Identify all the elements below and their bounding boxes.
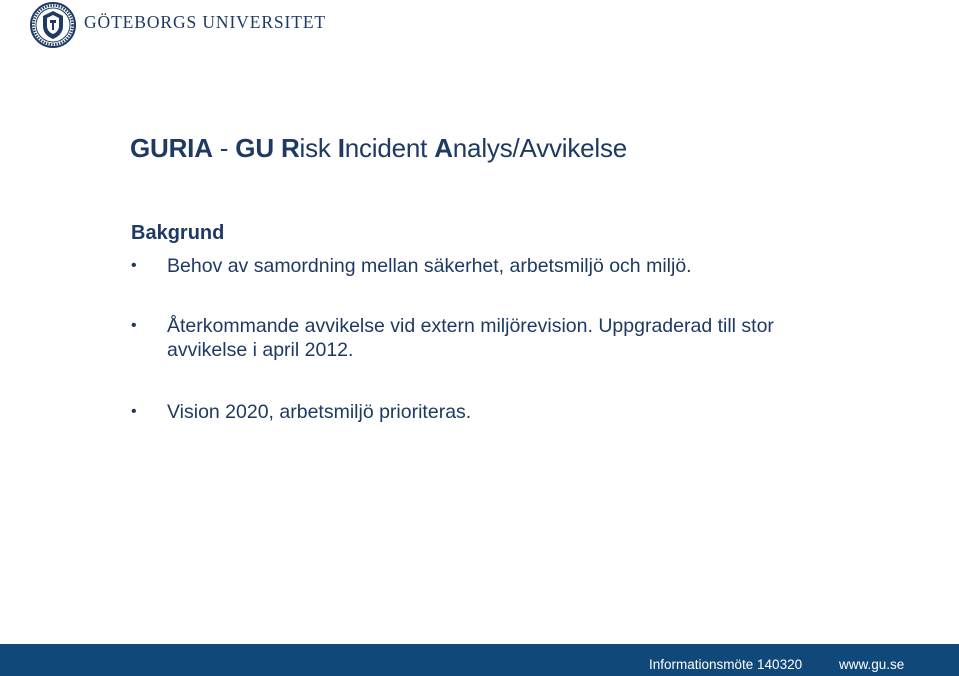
section-heading: Bakgrund [131,222,225,244]
bullet-icon: • [131,403,137,420]
title-part: R [280,133,300,163]
university-seal-icon [30,2,76,48]
university-name: GÖTEBORGS UNIVERSITET [84,11,327,32]
footer-meeting-label: Informationsmöte 140320 [649,657,803,672]
bullet-list [131,252,851,424]
title-part: GURIA [130,133,213,163]
header [30,2,326,48]
bullet-icon: • [131,257,137,274]
title-part [274,133,281,163]
title-part: ncident [344,133,435,163]
bullet-item [131,254,851,278]
title-part: GU [235,133,274,163]
title-part: A [434,133,453,163]
bullet-text: Vision 2020, arbetsmiljö prioriteras. [167,401,472,423]
title-part: nalys/Avvikelse [452,133,628,163]
slide-title [130,133,627,164]
bullet-item [131,400,851,424]
bullet-icon: • [131,317,137,334]
bullet-text: Behov av samordning mellan säkerhet, arbetsmiljö och miljö. [167,255,692,277]
bullet-item [131,314,851,362]
footer-bar [0,644,959,676]
title-part: - [212,133,236,163]
title-part: isk [299,133,338,163]
title-part: I [337,133,345,163]
bullet-text: Återkommande avvikelse vid extern miljörevision. Uppgraderad till stor avvikelse i april 2012. [167,315,774,361]
footer-website-link[interactable]: www.gu.se [839,657,905,672]
